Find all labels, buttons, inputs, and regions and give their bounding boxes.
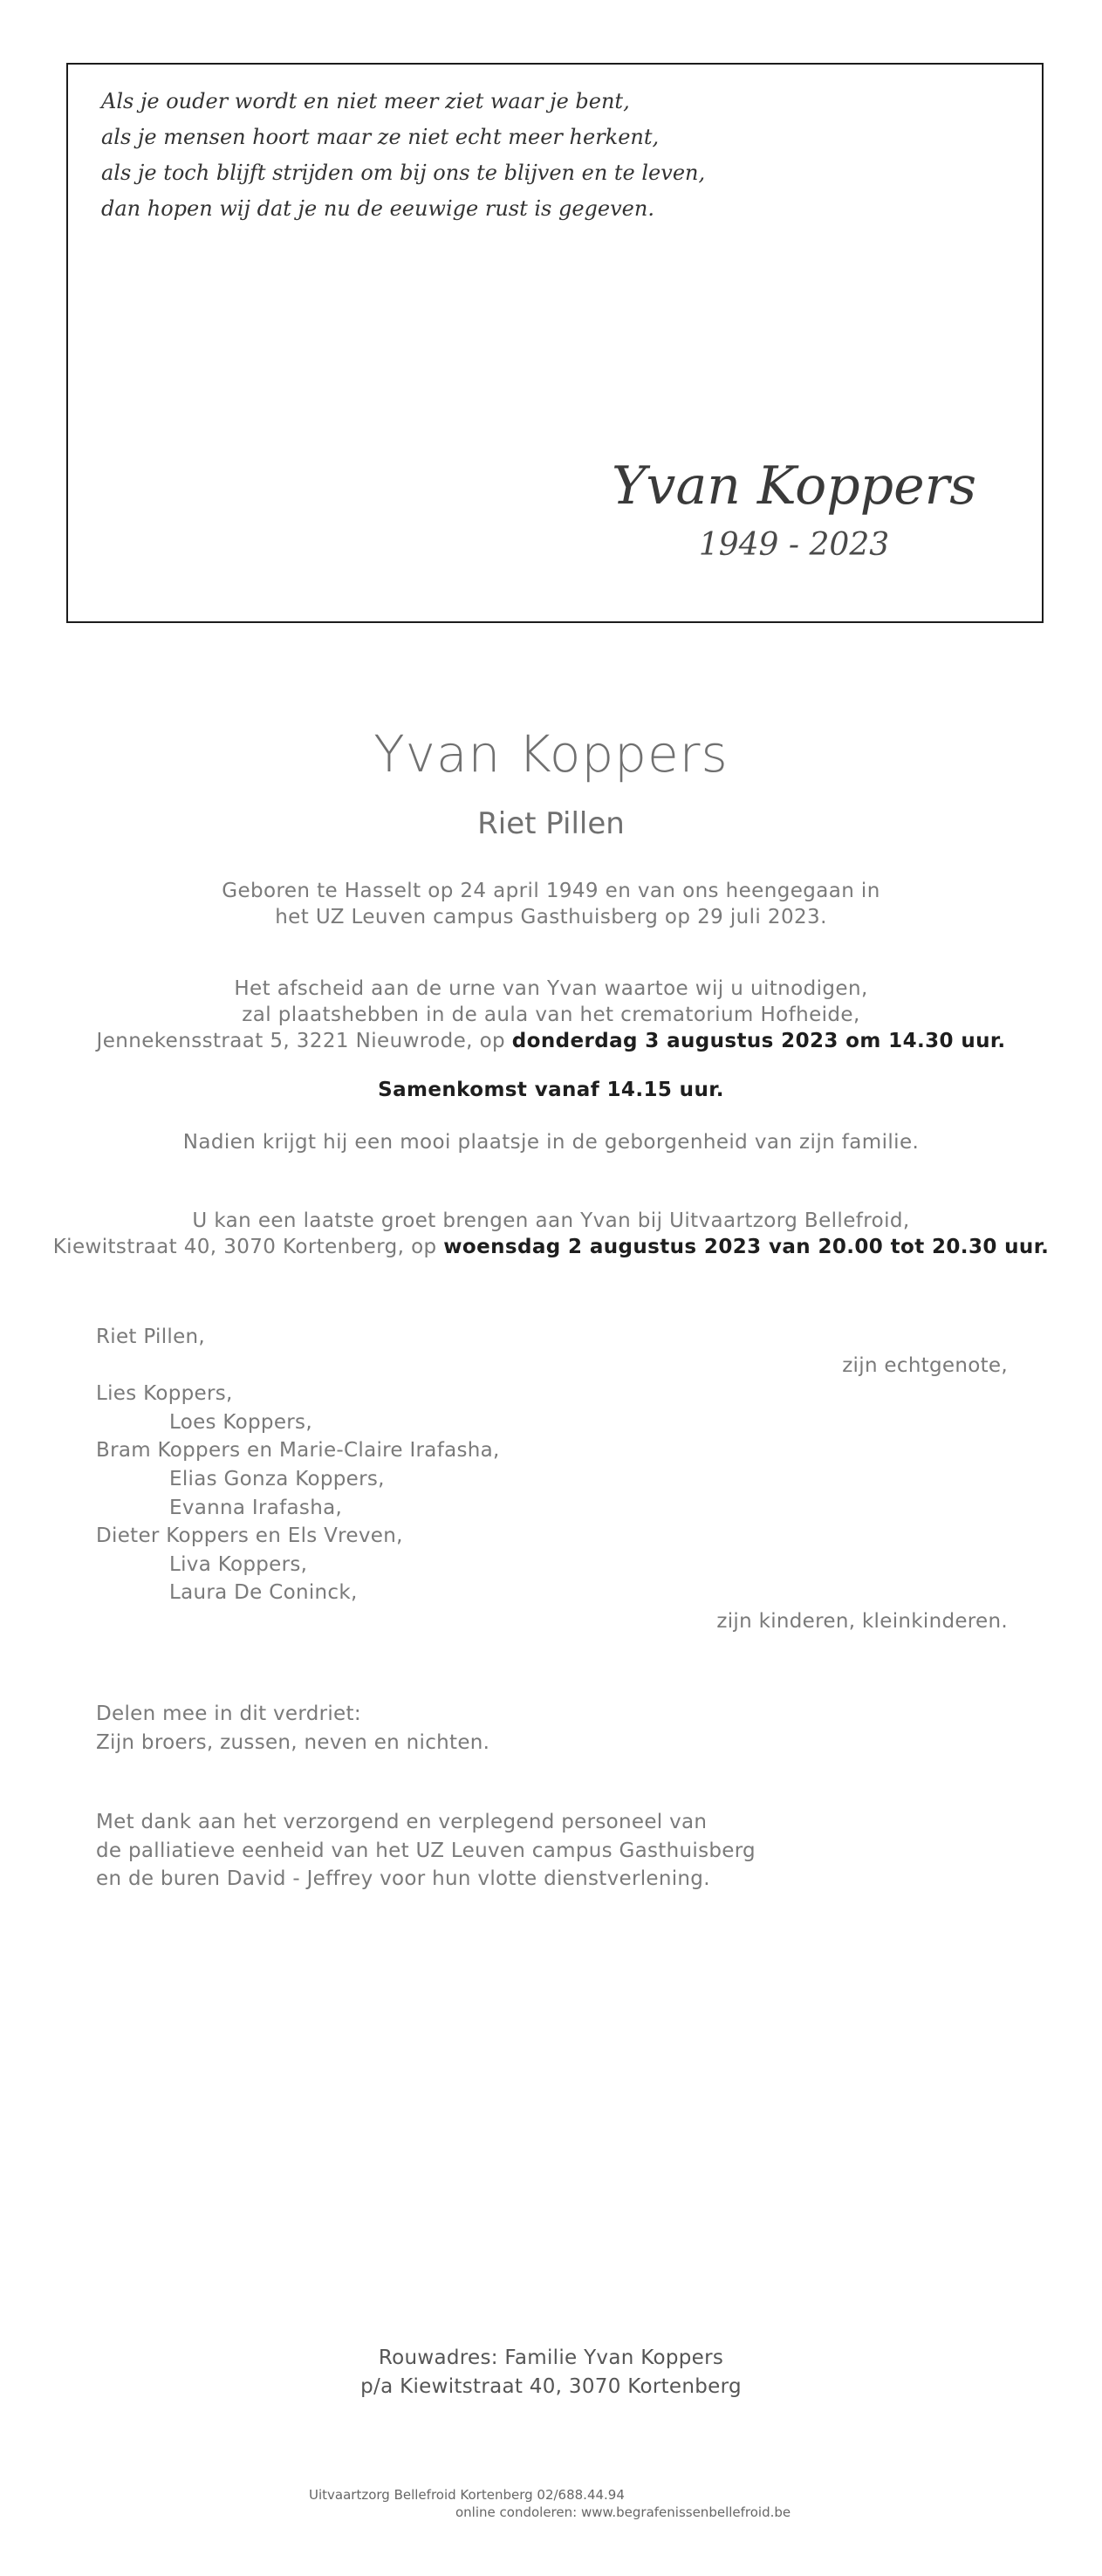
poem-line: dan hopen wij dat je nu de eeuwige rust is gegeven. xyxy=(101,196,654,221)
thanks-note xyxy=(96,1808,1008,1894)
family-spouse: Riet Pillen, xyxy=(96,1326,206,1348)
card-deceased-name: Yvan Koppers xyxy=(611,456,977,517)
resting-place-note: Nadien krijgt hij een mooi plaatsje in de geborgenheid van zijn familie. xyxy=(182,1131,920,1154)
visitation-info xyxy=(0,1208,1102,1260)
birth-death-info xyxy=(0,878,1102,930)
spouse-name: Riet Pillen xyxy=(477,806,625,841)
sharing-line: Delen mee in dit verdriet: xyxy=(96,1702,361,1725)
family-member: Lies Koppers, xyxy=(96,1382,233,1406)
poem-line: als je mensen hoort maar ze niet echt meer herkent, xyxy=(101,125,660,149)
funeral-home-contact: Uitvaartzorg Bellefroid Kortenberg 02/688.44.94 xyxy=(309,2487,625,2503)
family-member: Loes Koppers, xyxy=(169,1410,312,1434)
card-life-years: 1949 - 2023 xyxy=(698,527,890,563)
family-spouse-role: zijn echtgenote, xyxy=(842,1353,1008,1377)
thanks-line: en de buren David - Jeffrey voor hun vlotte dienstverlening. xyxy=(96,1867,710,1891)
farewell-datetime: donderdag 3 augustus 2023 om 14.30 uur. xyxy=(511,1030,1006,1052)
online-condolence-link[interactable]: online condoleren: www.begrafenissenbellefroid.be xyxy=(455,2504,791,2520)
farewell-line: Het afscheid aan de urne van Yvan waartoe wij u uitnodigen, xyxy=(234,977,868,1000)
family-children-role: zijn kinderen, kleinkinderen. xyxy=(716,1609,1008,1633)
thanks-line: de palliatieve eenheid van het UZ Leuven campus Gasthuisberg xyxy=(96,1839,756,1862)
deceased-name: Yvan Koppers xyxy=(373,724,729,784)
visitation-datetime: woensdag 2 augustus 2023 van 20.00 tot 20.30 uur. xyxy=(443,1236,1050,1258)
visitation-address: Kiewitstraat 40, 3070 Kortenberg, op xyxy=(52,1236,444,1258)
family-member: Laura De Coninck, xyxy=(169,1581,358,1605)
mourning-address-line: p/a Kiewitstraat 40, 3070 Kortenberg xyxy=(360,2375,742,2398)
family-member: Elias Gonza Koppers, xyxy=(169,1467,385,1490)
visitation-line: U kan een laatste groet brengen aan Yvan bij Uitvaartzorg Bellefroid, xyxy=(192,1209,910,1232)
family-member: Dieter Koppers en Els Vreven, xyxy=(96,1524,403,1548)
visitation-line xyxy=(0,1234,1102,1260)
family-member: Bram Koppers en Marie-Claire Irafasha, xyxy=(96,1439,500,1463)
mourning-address xyxy=(0,2344,1102,2401)
farewell-line xyxy=(0,1028,1102,1054)
birth-line: Geboren te Hasselt op 24 april 1949 en van ons heengegaan in xyxy=(222,880,880,902)
farewell-line: zal plaatshebben in de aula van het crematorium Hofheide, xyxy=(242,1004,860,1026)
mourning-address-line: Rouwadres: Familie Yvan Koppers xyxy=(378,2346,724,2369)
sharing-line: Zijn broers, zussen, neven en nichten. xyxy=(96,1730,490,1754)
poem xyxy=(101,84,705,227)
sharing-grief xyxy=(96,1700,1008,1757)
thanks-line: Met dank aan het verzorgend en verplegend personeel van xyxy=(96,1811,708,1833)
farewell-info xyxy=(0,976,1102,1054)
family-member: Evanna Irafasha, xyxy=(169,1496,343,1519)
family-list xyxy=(96,1323,1008,1636)
poem-line: Als je ouder wordt en niet meer ziet waar je bent, xyxy=(101,89,630,113)
memorial-card xyxy=(66,63,1044,623)
gathering-time: Samenkomst vanaf 14.15 uur. xyxy=(378,1079,724,1101)
birth-line: het UZ Leuven campus Gasthuisberg op 29 juli 2023. xyxy=(275,906,827,928)
farewell-address: Jennekensstraat 5, 3221 Nieuwrode, op xyxy=(96,1030,512,1052)
poem-line: als je toch blijft strijden om bij ons te blijven en te leven, xyxy=(101,161,706,185)
family-member: Liva Koppers, xyxy=(169,1552,308,1576)
